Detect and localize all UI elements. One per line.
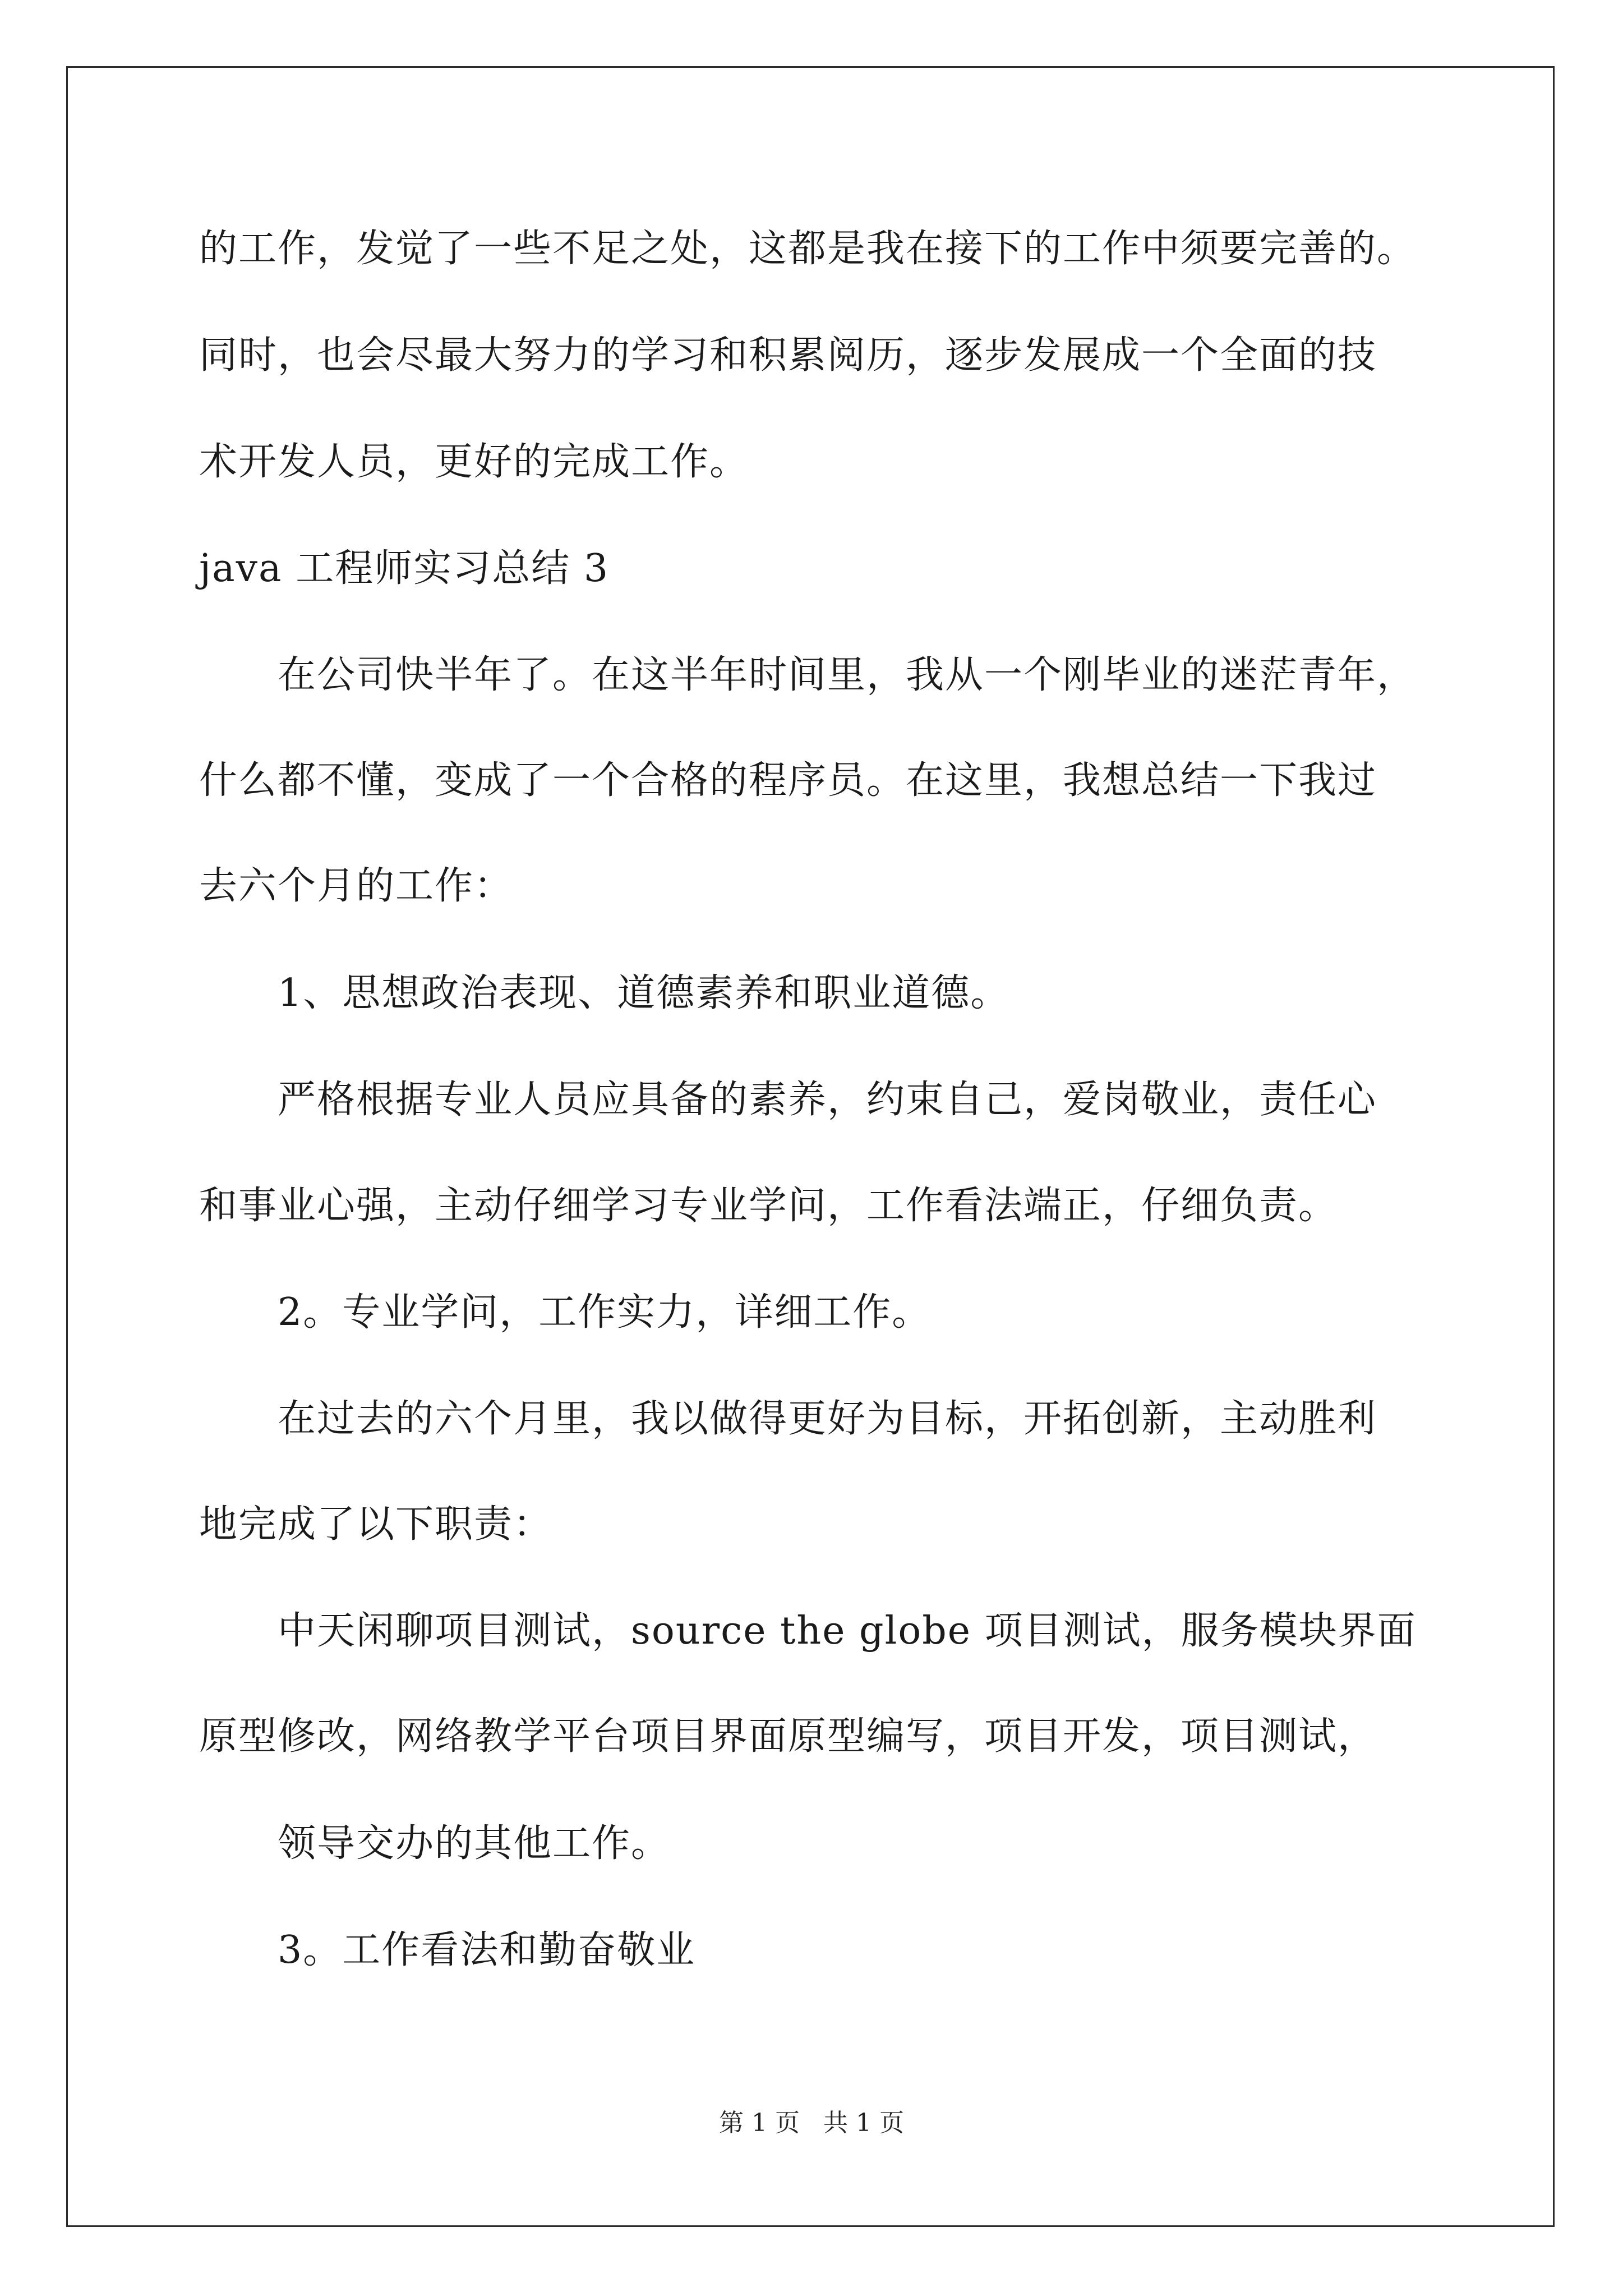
text-line: 地完成了以下职责： xyxy=(199,1502,553,1547)
text-line: 在过去的六个月里，我以做得更好为目标，开拓创新，主动胜利 xyxy=(278,1397,1377,1441)
text-line: 同时，也会尽最大努力的学习和积累阅历，逐步发展成一个全面的技 xyxy=(199,333,1377,378)
text-line: 2。专业学问，工作实力，详细工作。 xyxy=(278,1290,932,1335)
text-line: 什么都不懂，变成了一个合格的程序员。在这里，我想总结一下我过 xyxy=(199,758,1377,803)
text-line: 在公司快半年了。在这半年时间里，我从一个刚毕业的迷茫青年， xyxy=(278,653,1417,697)
text-line: 中天闲聊项目测试，source the globe 项目测试，服务模块界面 xyxy=(278,1609,1417,1653)
page-number: 第 1 页 xyxy=(719,2109,800,2137)
text-line: 3。工作看法和勤奋敬业 xyxy=(278,1928,696,1972)
page-footer xyxy=(0,2102,1623,2138)
page-total: 共 1 页 xyxy=(823,2109,904,2137)
text-line: 去六个月的工作： xyxy=(199,864,514,908)
text-line: 的工作，发觉了一些不足之处，这都是我在接下的工作中须要完善的。 xyxy=(199,227,1417,271)
text-line: 原型修改，网络教学平台项目界面原型编写，项目开发，项目测试， xyxy=(199,1714,1377,1759)
page-frame xyxy=(66,66,1555,2227)
text-line: 和事业心强，主动仔细学习专业学问，工作看法端正，仔细负责。 xyxy=(199,1184,1338,1228)
text-line: 1、思想政治表现、道德素养和职业道德。 xyxy=(278,971,1010,1015)
text-line: 术开发人员，更好的完成工作。 xyxy=(199,440,749,484)
text-line: 领导交办的其他工作。 xyxy=(278,1821,671,1866)
section-heading: java 工程师实习总结 3 xyxy=(199,546,610,591)
text-line: 严格根据专业人员应具备的素养，约束自己，爱岗敬业，责任心 xyxy=(278,1078,1377,1122)
